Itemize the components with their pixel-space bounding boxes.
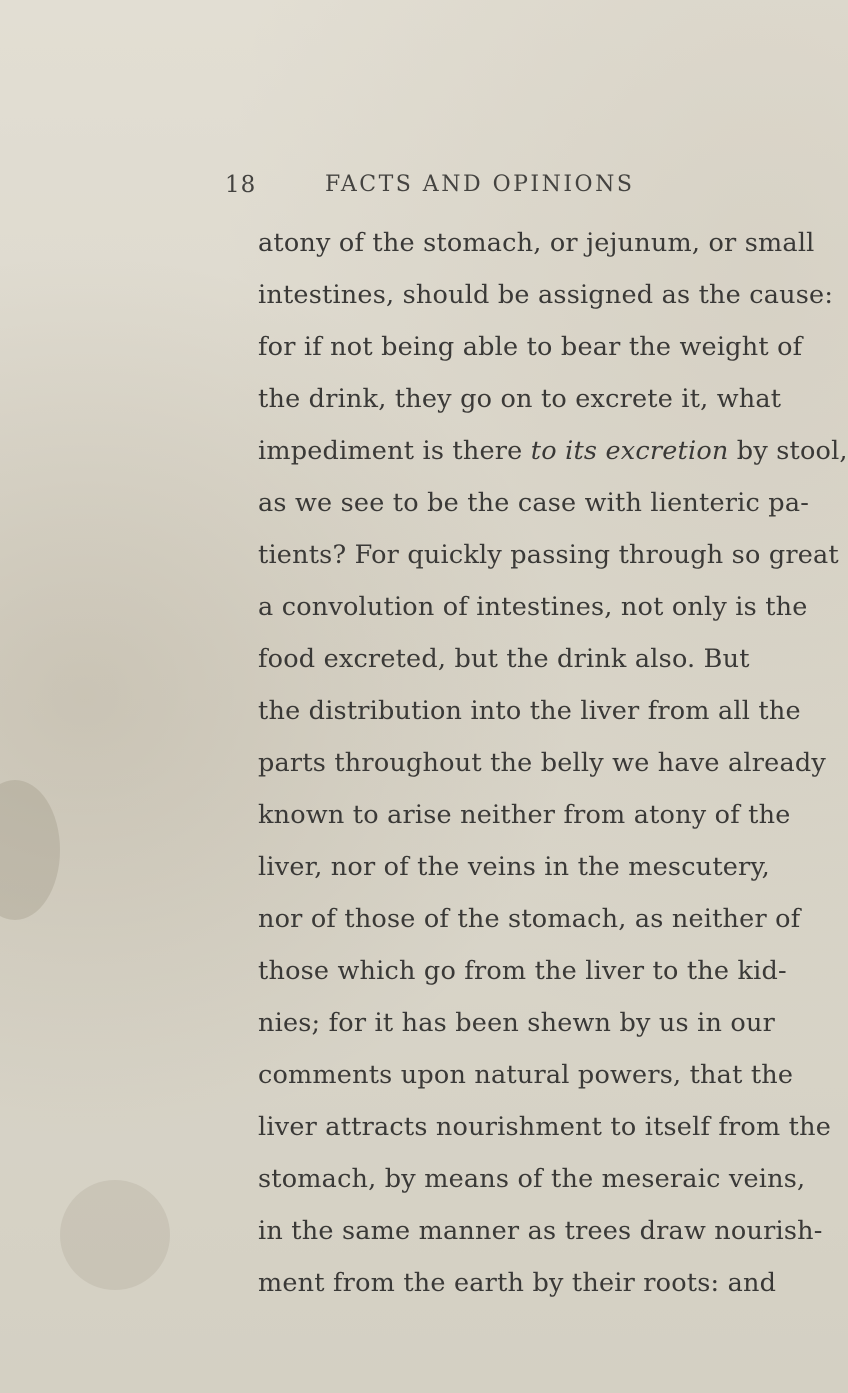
- running-head: FACTS AND OPINIONS: [325, 172, 635, 197]
- text-line: those which go from the liver to the kid-: [258, 956, 787, 986]
- text-line: food excreted, but the drink also. But: [258, 644, 750, 674]
- text-line: liver attracts nourishment to itself from the: [258, 1112, 832, 1142]
- text-line: known to arise neither from atony of the: [258, 800, 791, 830]
- text-line: as we see to be the case with lienteric pa-: [258, 488, 810, 518]
- text-line: intestines, should be assigned as the cause:: [258, 280, 834, 310]
- text-line: nies; for it has been shewn by us in our: [258, 1008, 775, 1038]
- text-line: the drink, they go on to excrete it, what: [258, 384, 782, 414]
- text-line: parts throughout the belly we have already: [258, 748, 826, 778]
- text-line: for if not being able to bear the weight of: [258, 332, 803, 362]
- italic-phrase: to its excretion: [530, 436, 729, 466]
- page-number: 18: [225, 172, 257, 198]
- page-stain: [0, 780, 60, 920]
- text-line: liver, nor of the veins in the mescutery,: [258, 852, 770, 882]
- text-line: stomach, by means of the meseraic veins,: [258, 1164, 806, 1194]
- text-line: in the same manner as trees draw nourish-: [258, 1216, 823, 1246]
- page-stain: [60, 1180, 170, 1290]
- text-line: the distribution into the liver from all the: [258, 696, 801, 726]
- page-header: [225, 168, 705, 204]
- text-line: tients? For quickly passing through so great: [258, 540, 839, 570]
- text-line: comments upon natural powers, that the: [258, 1060, 794, 1090]
- text-line: atony of the stomach, or jejunum, or small: [258, 228, 815, 258]
- text-line: nor of those of the stomach, as neither of: [258, 904, 801, 934]
- text-line: impediment is there to its excretion by stool,: [258, 436, 848, 466]
- text-line: a convolution of intestines, not only is the: [258, 592, 808, 622]
- text-line: ment from the earth by their roots: and: [258, 1268, 777, 1298]
